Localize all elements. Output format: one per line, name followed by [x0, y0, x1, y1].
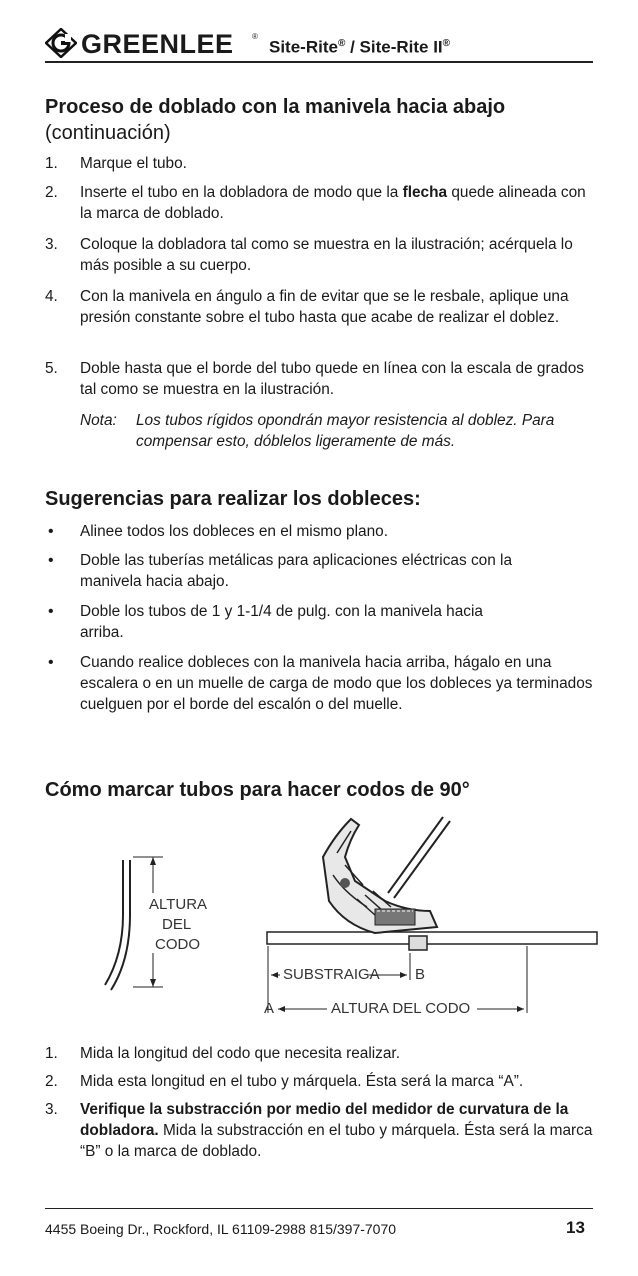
step-text: Verifique la substracción por medio del medidor de curvatura de la dobladora. Mida la substracción en el tubo y márquela. Ésta será la marca “B” o la marca de doblado. — [80, 1101, 593, 1160]
bullet-text: Doble los tubos de 1 y 1-1/4 de pulg. con la manivela hacia arriba. — [80, 603, 483, 641]
section-title-marking: Cómo marcar tubos para hacer codos de 90° — [45, 779, 470, 801]
step-text: Inserte el tubo en la dobladora de modo que la flecha quede alineada con la marca de doblado. — [80, 184, 586, 222]
footer-address: 4455 Boeing Dr., Rockford, IL 61109-2988 815/397-7070 — [45, 1221, 397, 1237]
bullet-text: Doble las tuberías metálicas para aplicaciones eléctricas con la manivela hacia abajo. — [80, 552, 513, 590]
step-number: 1. — [45, 1045, 58, 1062]
step-text: Mida la longitud del codo que necesita realizar. — [80, 1045, 400, 1062]
bullet-text: Cuando realice dobleces con la manivela hacia arriba, hágalo en una escalera o en un muelle de carga de modo que los dobleces ya terminados cuelguen por el borde del escalón o del muelle. — [80, 654, 593, 713]
step-number: 2. — [45, 184, 58, 201]
step-number: 5. — [45, 360, 58, 377]
note-label: Nota: — [80, 412, 117, 429]
bend-illustration — [45, 815, 600, 1030]
step-number: 2. — [45, 1073, 58, 1090]
step-text: Con la manivela en ángulo a fin de evitar que se le resbale, aplique una presión constante sobre el tubo hasta que acabe de realizar el doblez. — [80, 288, 569, 326]
step-text: Marque el tubo. — [80, 155, 187, 172]
bullet-icon: • — [48, 603, 54, 620]
bullet-text: Alinee todos los dobleces en el mismo plano. — [80, 523, 388, 540]
note-text: Los tubos rígidos opondrán mayor resistencia al doblez. Para compensar esto, dóblelos ligeramente de más. — [136, 412, 555, 450]
mark-a-label: A — [264, 1000, 275, 1017]
page-header — [45, 26, 593, 60]
step-number: 4. — [45, 288, 58, 305]
step-number: 3. — [45, 1101, 58, 1118]
mark-b-label: B — [415, 966, 426, 983]
altura-label-line: CODO — [155, 936, 200, 953]
greenlee-logo-icon — [45, 28, 77, 58]
bullet-icon: • — [48, 654, 54, 671]
altura-label-line: ALTURA — [149, 896, 208, 913]
step-text: Coloque la dobladora tal como se muestra en la ilustración; acérquela lo más posible a su cuerpo. — [80, 236, 573, 274]
step-text: Mida esta longitud en el tubo y márquela. Ésta será la marca “A”. — [80, 1073, 524, 1090]
footer-divider — [45, 1208, 593, 1209]
bend-diagram — [45, 815, 600, 1030]
header-divider — [45, 61, 593, 63]
bullet-icon: • — [48, 552, 54, 569]
step-text: Doble hasta que el borde del tubo quede en línea con la escala de grados tal como se muestra en la ilustración. — [80, 360, 584, 398]
step-number: 3. — [45, 236, 58, 253]
brand-name: GREENLEE — [81, 29, 234, 59]
page-number: 13 — [566, 1218, 585, 1237]
substraiga-label: SUBSTRAIGA — [283, 966, 380, 983]
step-number: 1. — [45, 155, 58, 172]
section-subtitle: (continuación) — [45, 122, 171, 144]
altura-label-line: DEL — [162, 916, 192, 933]
section-title-bending-down: Proceso de doblado con la manivela hacia abajo — [45, 96, 506, 118]
brand-registered-mark: ® — [252, 32, 258, 41]
bullet-icon: • — [48, 523, 54, 540]
altura-del-codo-label: ALTURA DEL CODO — [331, 1000, 471, 1017]
product-name: Site-Rite® / Site-Rite II® — [269, 37, 451, 57]
section-title-tips: Sugerencias para realizar los dobleces: — [45, 488, 421, 510]
